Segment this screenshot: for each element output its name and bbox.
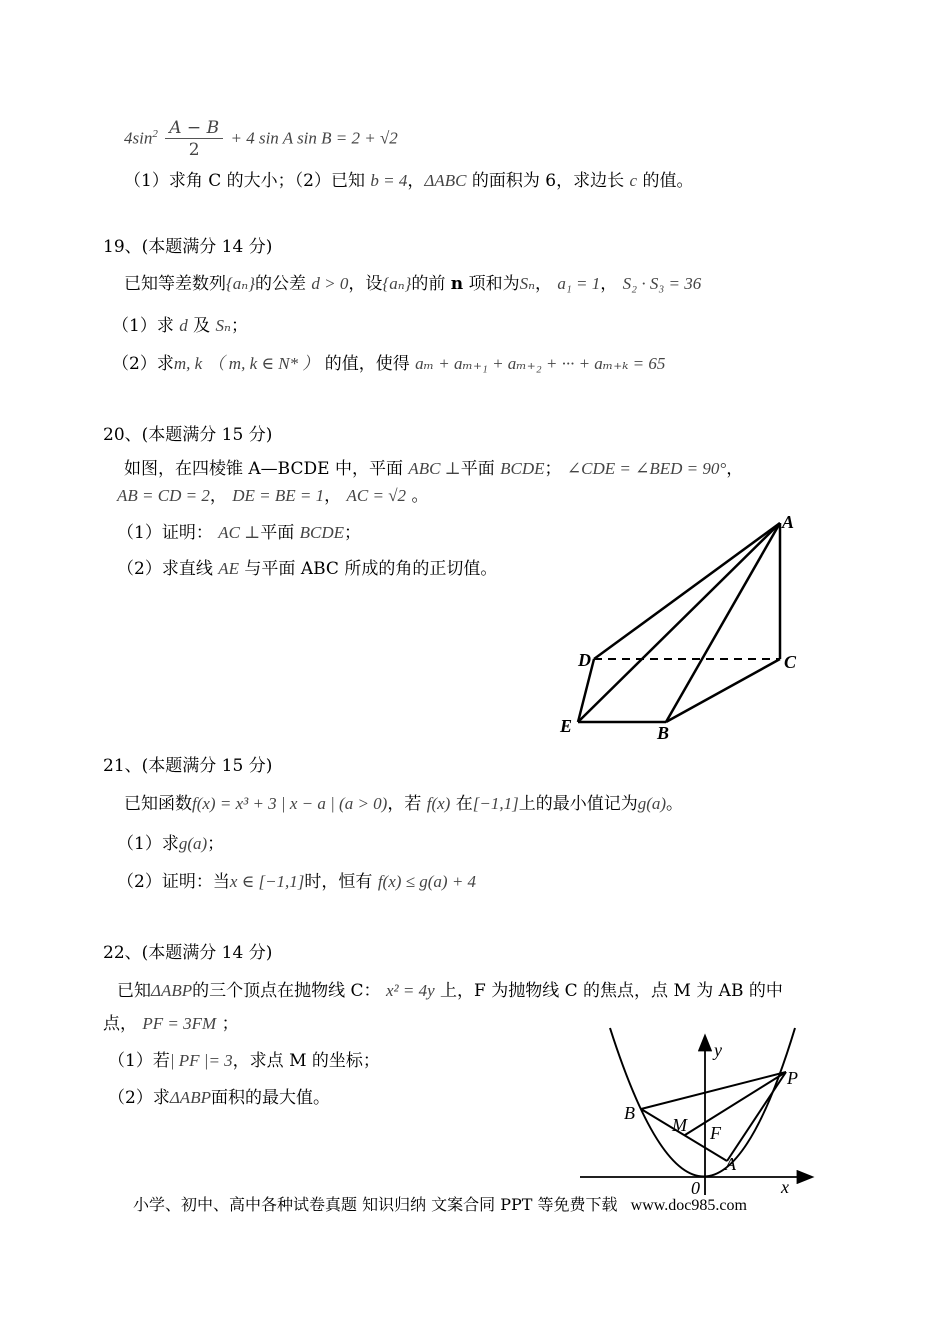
q20-p2-b: AE: [218, 559, 240, 578]
footer-url[interactable]: www.doc985.com: [630, 1197, 747, 1214]
q22-line2-b: ；: [221, 1014, 239, 1034]
q18-part2-label: （2）已知: [294, 171, 365, 191]
q21-line1-c: 在: [455, 794, 473, 814]
q19-s-prod: S₂ · S₃ = 36: [622, 274, 702, 293]
q18-c-var: c: [629, 171, 638, 190]
q22-tri: ΔABP: [151, 981, 193, 1000]
q21-line1: [124, 793, 683, 815]
q18-area-text: 的面积为 6，求边长: [471, 171, 625, 191]
seg-mp: [685, 1072, 786, 1135]
q19-an: {aₙ}: [226, 274, 255, 293]
label-f: F: [710, 1123, 721, 1143]
q19-d-cond: d > 0: [311, 274, 349, 293]
q22-line1: [117, 980, 783, 1002]
q22-line1-b: 的三个顶点在抛物线 C：: [192, 981, 381, 1001]
q22-part1: [108, 1050, 380, 1072]
label-c: C: [784, 652, 797, 672]
q21-line1-d: 上的最小值记为: [518, 794, 638, 814]
q19-p1-d: d: [179, 316, 188, 335]
label-e: E: [560, 716, 573, 736]
label-origin: 0: [691, 1178, 700, 1198]
q21-line1-b: ，若: [387, 794, 422, 814]
q19-p1-end: ；: [230, 316, 248, 336]
q19-p1-a: （1）求: [112, 316, 174, 336]
q20-line1-b: ABC ⊥: [408, 459, 461, 478]
q22-p2-a: （2）求: [108, 1088, 170, 1108]
q21-ga: g(a): [637, 794, 667, 813]
q18-eq-sup: 2: [152, 128, 158, 140]
q21-p1-a: （1）求: [117, 834, 179, 854]
q22-line2-a: 点，: [103, 1014, 137, 1034]
q20-p1-c: 平面: [260, 523, 295, 543]
q21-part2: [117, 871, 476, 893]
q18-triangle: ΔABC: [424, 171, 467, 190]
label-y: y: [714, 1040, 722, 1060]
q20-line1-a: 如图，在四棱锥 A—BCDE 中，平面: [124, 459, 403, 479]
q20-line1-d: BCDE: [500, 459, 545, 478]
q19-a1: a₁ = 1: [557, 274, 601, 293]
q19-n: n: [450, 274, 464, 294]
q19-intro-a: 已知等差数列: [124, 274, 226, 294]
q18-comma: ，: [407, 171, 425, 191]
q22-line2: [103, 1013, 239, 1035]
q22-p2-tri: ΔABP: [169, 1088, 211, 1107]
q20-line2-b2: ，: [324, 486, 342, 506]
q20-line1-e: ；: [544, 459, 562, 479]
label-a: A: [782, 512, 795, 532]
q21-fx: f(x) = x³ + 3 | x − a | (a > 0): [192, 794, 388, 813]
q18-equation: [124, 112, 398, 161]
q22-p1-a: （1）若: [108, 1051, 170, 1071]
q19-heading: 19、(本题满分 14 分): [103, 237, 273, 257]
q20-line2-e: 。: [411, 486, 429, 506]
q19-mk: m, k: [173, 354, 203, 373]
q22-parabola-figure: [575, 1025, 830, 1200]
label-x: x: [781, 1177, 789, 1197]
q19-p1-sn: Sₙ: [215, 316, 231, 335]
q20-line2-d: AC = √2: [346, 486, 407, 505]
q19-sn: Sₙ: [519, 274, 535, 293]
q21-line1-a: 已知函数: [124, 794, 192, 814]
q22-p1-b: ，求点 M 的坐标；: [232, 1051, 380, 1071]
q20-p2-a: （2）求直线: [117, 559, 213, 579]
label-b: B: [657, 723, 670, 743]
q19-p2-a: （2）求: [112, 354, 174, 374]
q21-p2-a: （2）证明：当: [117, 872, 230, 892]
q19-intro-c: ，设: [348, 274, 383, 294]
label-d: D: [578, 650, 591, 670]
q18-frac-num: A − B: [165, 118, 223, 139]
q21-p1-end: ；: [207, 834, 225, 854]
q19-part2: [112, 353, 665, 375]
q20-part1: [117, 522, 361, 544]
q20-p1-a: （1）证明：: [117, 523, 213, 543]
label-m: M: [672, 1115, 687, 1135]
q18-end: 的值。: [642, 171, 694, 191]
q19-p1-b: 及: [193, 316, 211, 336]
q20-line1-f: ∠CDE = ∠BED = 90°: [566, 459, 727, 478]
q19-p2-b: 的值，使得: [324, 354, 410, 374]
q19-intro-d: 的前: [411, 274, 446, 294]
q19-an-2: {aₙ}: [382, 274, 412, 293]
q20-p1-e: ；: [344, 523, 361, 543]
q20-line2-a: AB = CD = 2: [117, 486, 210, 505]
q22-line1-a: 已知: [117, 981, 151, 1001]
q21-heading: 21、(本题满分 15 分): [103, 756, 273, 776]
parabola-curve: [610, 1028, 795, 1177]
q20-p1-b: AC ⊥: [218, 523, 261, 542]
q18-parts: [124, 170, 693, 192]
label-p: P: [787, 1068, 798, 1088]
q19-intro-b: 的公差: [255, 274, 306, 294]
q22-line1-c: 上，F 为抛物线 C 的焦点，点 M 为 AB 的中: [440, 981, 783, 1001]
q21-x-in: x ∈ [−1,1]: [229, 872, 305, 891]
q18-part1: （1）求角 C 的大小；: [124, 171, 295, 191]
q21-interval: [−1,1]: [472, 794, 519, 813]
q18-fraction: [165, 118, 223, 161]
q19-part1: [112, 315, 248, 337]
q20-line1: [124, 458, 743, 480]
q20-line2: [117, 485, 428, 507]
label-b: B: [624, 1103, 635, 1123]
q21-line1-e: 。: [666, 794, 684, 814]
q22-pf-abs: | PF |= 3: [169, 1051, 233, 1070]
q22-pf: PF = 3FM: [142, 1014, 217, 1033]
q20-p2-c: 与平面 ABC 所成的角的正切值。: [244, 559, 498, 579]
q20-line2-c: DE = BE = 1: [232, 486, 325, 505]
q20-pyramid-figure: [550, 505, 820, 750]
q18-b-expr: b = 4: [370, 171, 408, 190]
q18-eq-prefix: 4sin: [124, 128, 153, 148]
q22-parab: x² = 4y: [385, 981, 435, 1000]
q20-line1-g: ，: [726, 459, 744, 479]
edge-ab: [666, 523, 780, 722]
q20-line1-c: 平面: [460, 459, 495, 479]
q19-sum-expr: aₘ + aₘ₊₁ + aₘ₊₂ + ··· + aₘ₊ₖ = 65: [415, 354, 666, 373]
q18-eq-suffix: + 4 sin A sin B = 2 + √2: [230, 128, 398, 148]
q20-p1-d: BCDE: [299, 523, 344, 542]
q20-line2-b: ，: [209, 486, 227, 506]
label-a: A: [725, 1154, 736, 1174]
q21-p2-b: 时，恒有: [304, 872, 373, 892]
q19-intro: 已知等差数列{aₙ}的公差 d > 0，设{aₙ}的前 n 项和为Sₙ， a₁ = 1， S₂ · S₃ = 36: [124, 274, 702, 294]
q20-part2: [117, 558, 497, 580]
q20-heading: 20、(本题满分 15 分): [103, 425, 273, 445]
footer-text: 小学、初中、高中各种试卷真题 知识归纳 文案合同 PPT 等免费下载: [133, 1195, 618, 1214]
q21-part1: [117, 833, 224, 855]
q21-fx2: f(x): [426, 794, 451, 813]
edge-ad: [594, 523, 780, 659]
q22-p2-b: 面积的最大值。: [210, 1088, 330, 1108]
edge-ae: [578, 523, 780, 722]
q22-heading: 22、(本题满分 14 分): [103, 943, 273, 963]
q18-frac-den: 2: [188, 139, 200, 160]
footer: [133, 1194, 747, 1217]
q21-ineq: f(x) ≤ g(a) + 4: [377, 872, 477, 891]
q22-part2: [108, 1087, 330, 1109]
q21-p1-ga: g(a): [178, 834, 208, 853]
q19-intro-e: 项和为: [468, 274, 520, 294]
q19-mk-cond: （ m, k ∈ N* ）: [207, 354, 320, 373]
